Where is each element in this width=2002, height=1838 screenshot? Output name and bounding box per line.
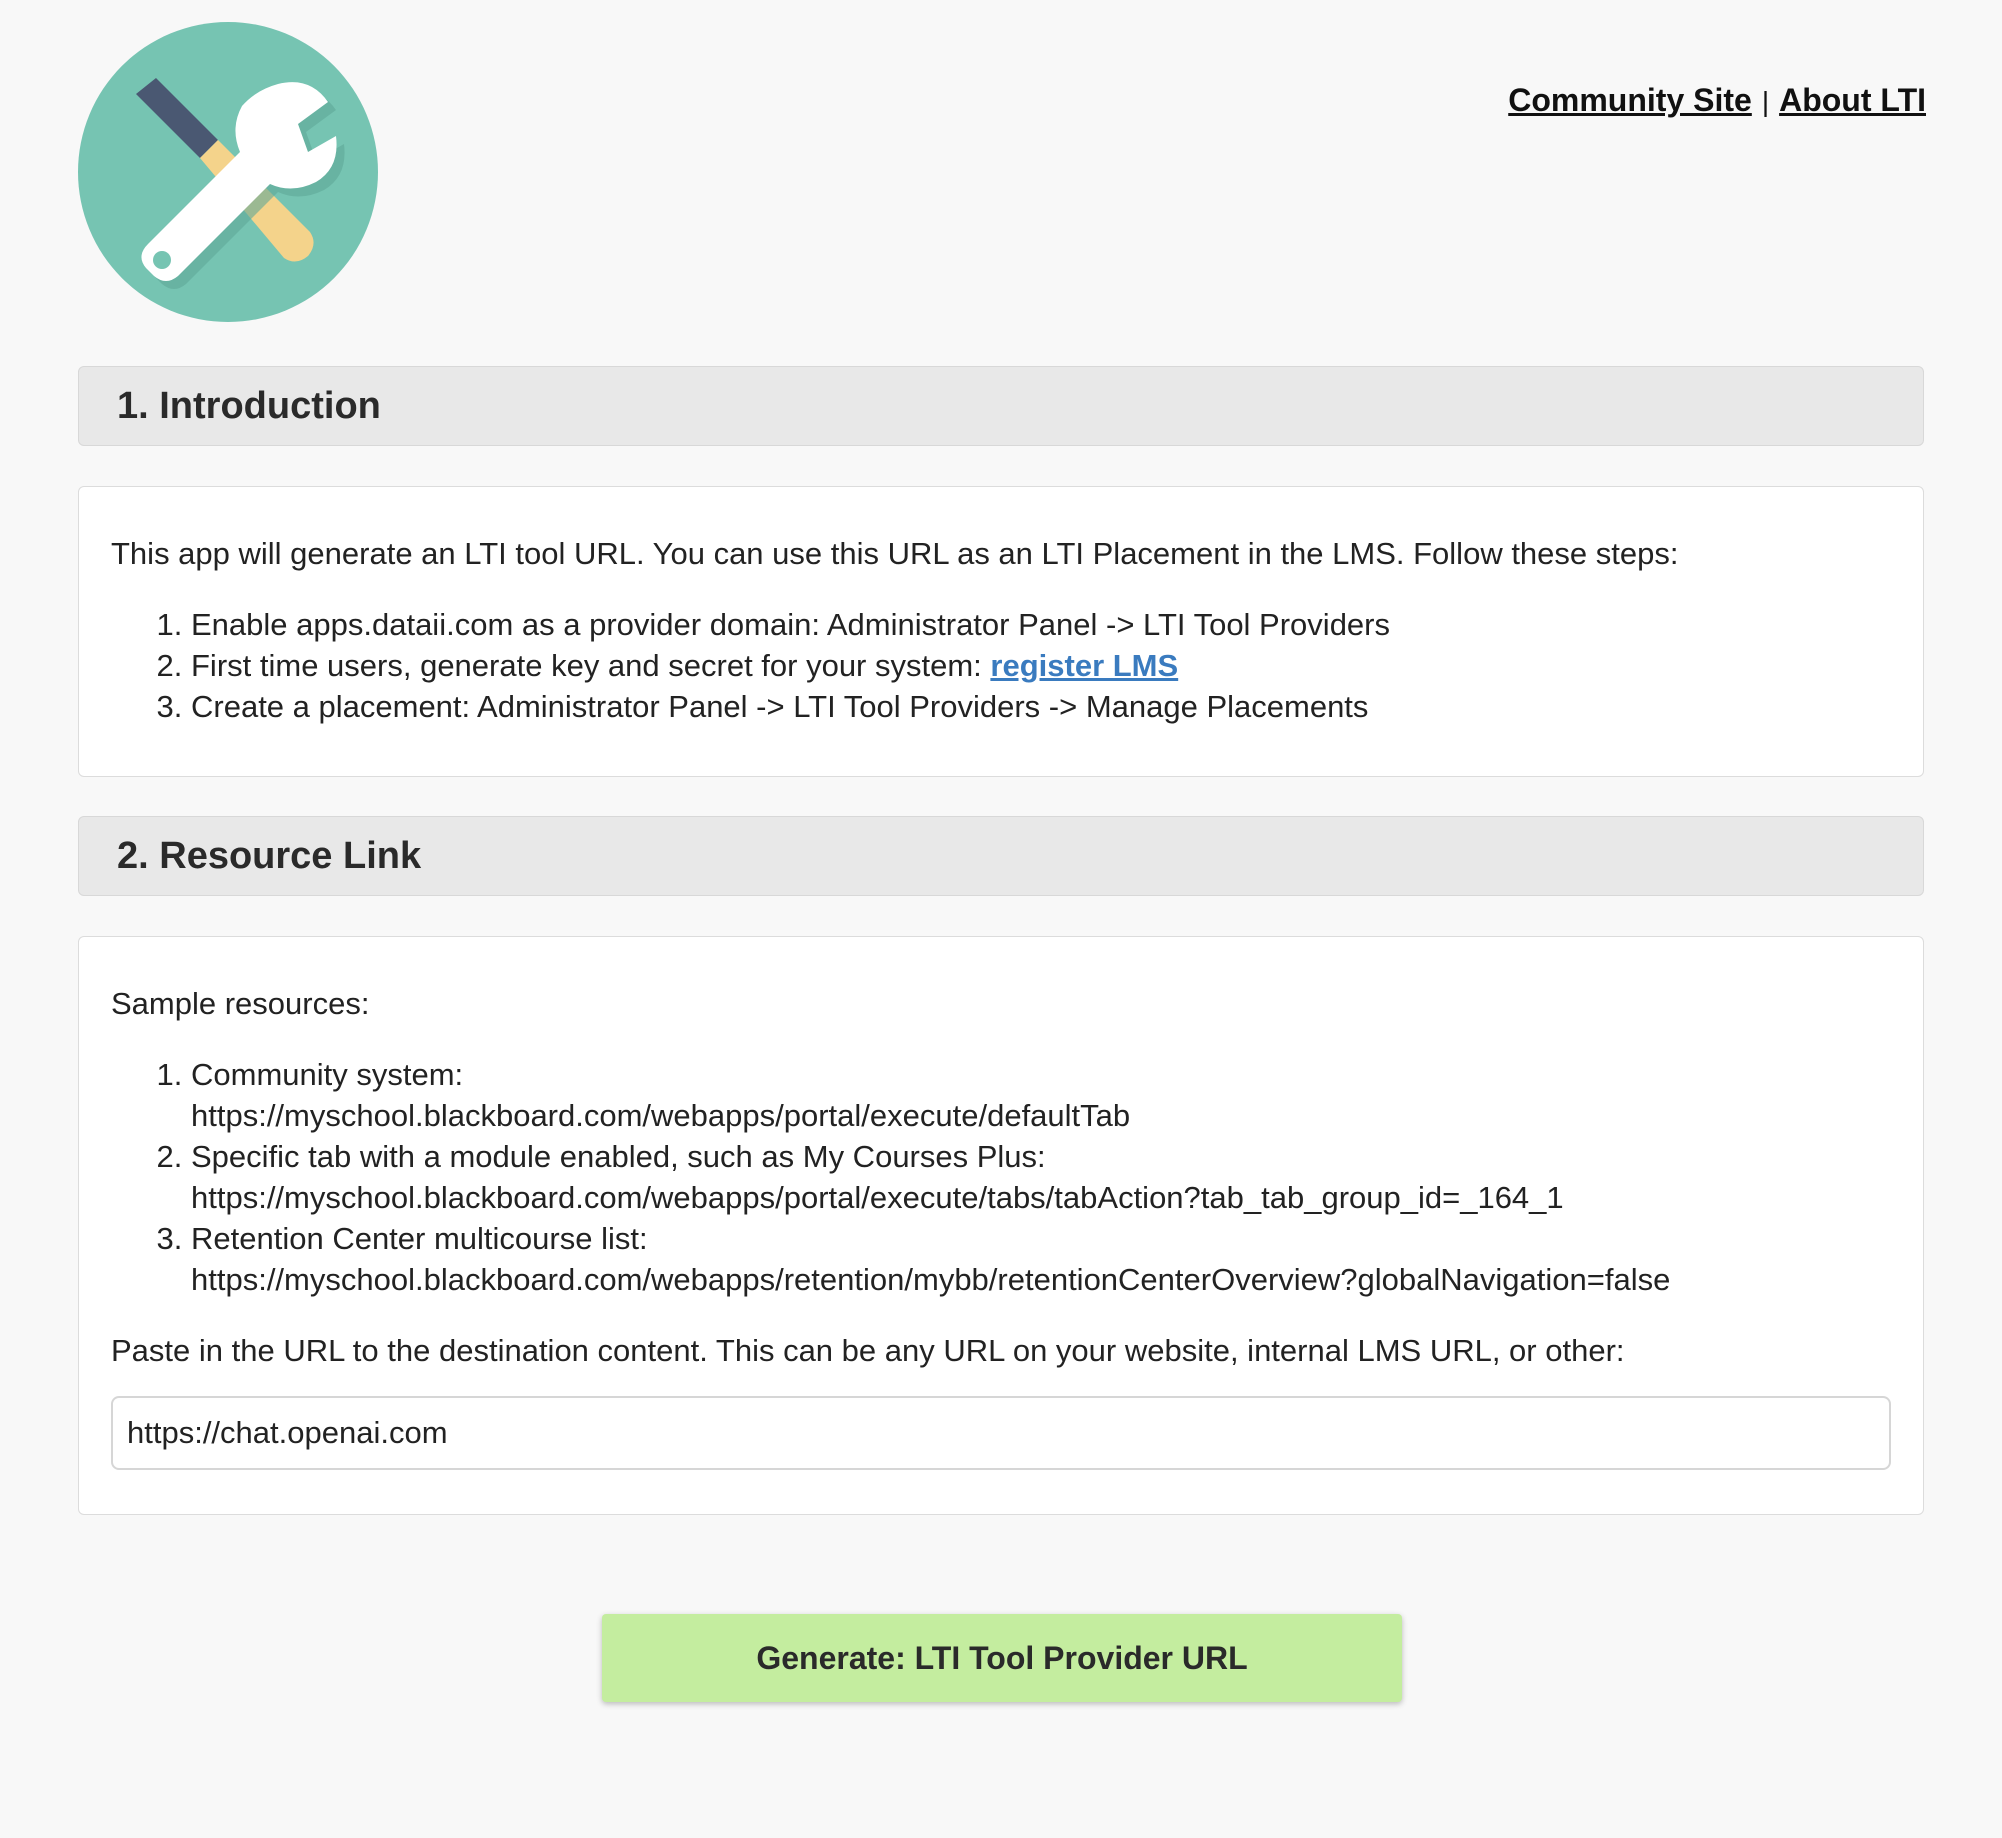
introduction-header[interactable] [78,366,1924,446]
introduction-title: 1. Introduction [117,384,381,427]
sample-item [191,1054,1891,1136]
sample-resources-label: Sample resources: [111,986,370,1021]
about-lti-link[interactable]: About LTI [1779,82,1926,118]
link-separator: | [1761,86,1770,117]
step-item: 1. Enable apps.dataii.com as a provider domain: Administrator Panel -> LTI Tool Providers [191,604,1891,645]
steps-list [111,604,1891,727]
sample-item [191,1218,1891,1300]
resource-link-panel [78,936,1924,1515]
sample-name: Specific tab with a module enabled, such as My Courses Plus: [191,1139,1046,1174]
sample-name: Community system: [191,1057,464,1092]
step-item: 2. First time users, generate key and secret for your system: register LMS [191,645,1891,686]
destination-url-input[interactable] [111,1396,1891,1470]
samples-list [111,1054,1891,1300]
sample-url: https://myschool.blackboard.com/webapps/portal/execute/defaultTab [191,1098,1131,1133]
sample-url: https://myschool.blackboard.com/webapps/portal/execute/tabs/tabAction?tab_tab_group_id=_164_1 [191,1180,1564,1215]
sample-item [191,1136,1891,1218]
introduction-text: This app will generate an LTI tool URL. You can use this URL as an LTI Placement in the LMS. Follow these steps: [111,536,1679,571]
community-site-link[interactable]: Community Site [1508,82,1752,118]
step-item: 3. Create a placement: Administrator Panel -> LTI Tool Providers -> Manage Placements [191,686,1891,727]
wrench-screwdriver-icon [78,22,378,322]
paste-url-label: Paste in the URL to the destination content. This can be any URL on your website, internal LMS URL, or other: [111,1333,1625,1368]
generate-url-button[interactable]: Generate: LTI Tool Provider URL [602,1614,1402,1702]
resource-link-header[interactable] [78,816,1924,896]
introduction-panel [78,486,1924,777]
sample-name: Retention Center multicourse list: [191,1221,648,1256]
register-lms-link[interactable]: register LMS [990,648,1179,683]
resource-link-title: 2. Resource Link [117,834,422,877]
top-links [1508,82,1926,119]
sample-url: https://myschool.blackboard.com/webapps/retention/mybb/retentionCenterOverview?globalNavigation=false [191,1262,1671,1297]
